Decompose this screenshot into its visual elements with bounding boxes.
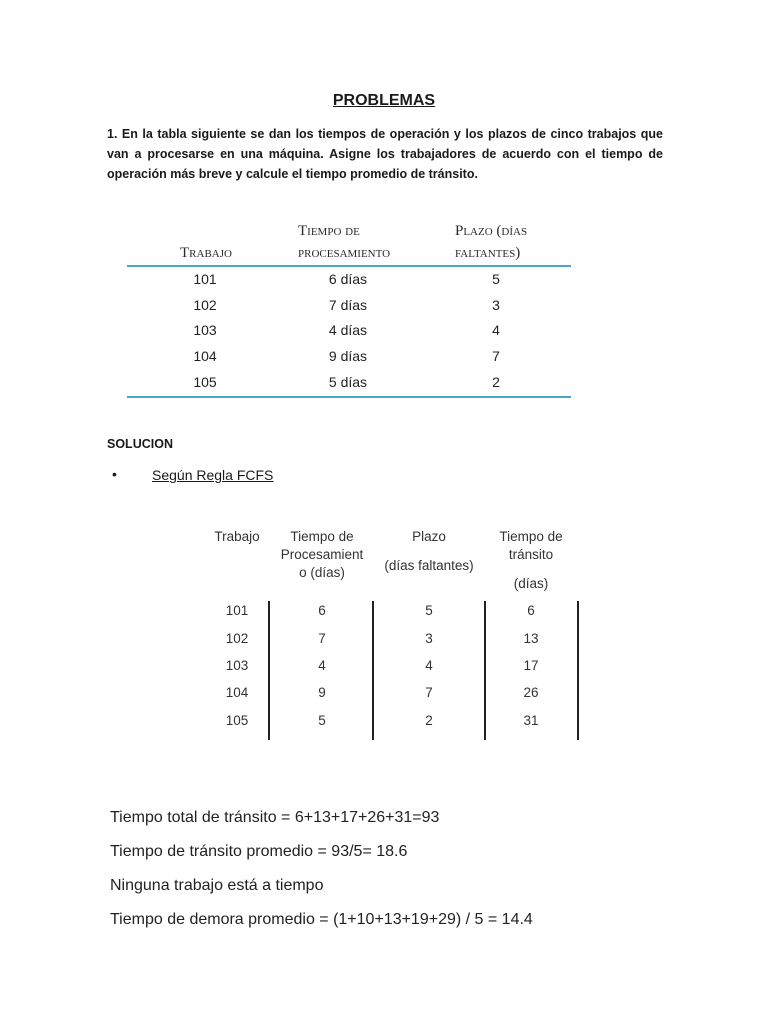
page-title: PROBLEMAS [332,92,436,109]
t2-cell: 105 [225,713,249,728]
t2-cell: 104 [225,685,249,700]
t1-cell: 4 [492,322,500,338]
t1-bottom-rule [127,396,571,398]
t2-header-plazo-2: (días faltantes) [384,558,474,573]
t1-cell: 3 [492,297,500,313]
t2-cell: 103 [225,658,249,673]
t2-cell: 3 [425,631,433,646]
t1-header-tiempo-line1: Tiempo de [298,223,360,239]
t1-cell: 102 [193,297,217,313]
t2-cell: 2 [425,713,433,728]
t1-cell: 104 [193,348,217,364]
t2-header-transito-2: tránsito [508,547,554,562]
t2-divider [577,601,579,740]
summary-avg-transit: Tiempo de tránsito promedio = 93/5= 18.6 [110,843,408,860]
summary-on-time: Ninguna trabajo está a tiempo [110,877,324,894]
t2-header-transito-1: Tiempo de [499,529,563,544]
t2-cell: 5 [318,713,326,728]
t1-cell: 4 días [328,322,368,338]
t1-header-plazo-line2: faltantes) [455,245,521,261]
t2-cell: 7 [318,631,326,646]
t1-cell: 105 [193,374,217,390]
summary-avg-delay: Tiempo de demora promedio = (1+10+13+19+29) / 5 = 14.4 [110,911,533,928]
t2-cell: 13 [523,631,539,646]
t2-cell: 9 [318,685,326,700]
t2-cell: 101 [225,603,249,618]
t1-cell: 5 [492,271,500,287]
summary-total-transit: Tiempo total de tránsito = 6+13+17+26+31=93 [110,809,440,826]
t2-header-trabajo: Trabajo [214,529,260,544]
t2-cell: 7 [425,685,433,700]
t2-header-tiempo-3: o (días) [299,565,345,580]
t2-header-transito-3: (días) [513,576,549,591]
t1-cell: 5 días [328,374,368,390]
t2-header-plazo-1: Plazo [412,529,446,544]
t2-cell: 17 [523,658,539,673]
t1-cell: 2 [492,374,500,390]
t1-cell: 7 días [328,297,368,313]
t2-cell: 26 [523,685,539,700]
t2-cell: 102 [225,631,249,646]
t1-cell: 7 [492,348,500,364]
t1-cell: 101 [193,271,217,287]
t2-cell: 6 [318,603,326,618]
t2-cell: 6 [527,603,535,618]
t1-cell: 6 días [328,271,368,287]
t2-cell: 31 [523,713,539,728]
t2-header-tiempo-1: Tiempo de [290,529,354,544]
bullet-icon: • [112,466,117,482]
t1-cell: 9 días [328,348,368,364]
t2-cell: 4 [425,658,433,673]
t1-cell: 103 [193,322,217,338]
t2-cell: 5 [425,603,433,618]
t1-header-plazo-line1: Plazo (días [455,223,528,239]
solution-label: SOLUCION [107,437,173,451]
t1-header-tiempo-line2: procesamiento [298,245,391,261]
problem-statement: 1. En la tabla siguiente se dan los tiempos de operación y los plazos de cinco trabajos que van a procesarse en una máquina. Asigne los trabajadores de acuerdo con el tiempo de operación más breve y calcule el tiempo promedio de tránsito. [107,127,663,181]
t1-top-rule [127,265,571,267]
t1-header-trabajo: Trabajo [180,245,232,261]
t2-header-tiempo-2: Procesamient [280,547,364,562]
rule-heading: Según Regla FCFS [152,467,274,483]
t2-cell: 4 [318,658,326,673]
